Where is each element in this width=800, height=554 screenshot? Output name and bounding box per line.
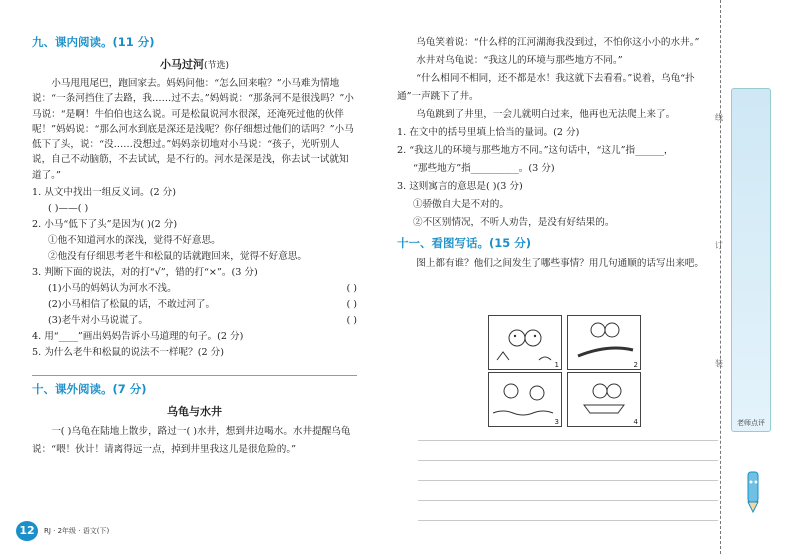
picture-panel xyxy=(567,372,641,427)
story-paragraph: 乌龟笑着说：“什么样的江河湖海我没到过，不怕你这小小的水井。” xyxy=(416,37,700,48)
writing-line[interactable] xyxy=(418,520,718,521)
left-column xyxy=(32,34,357,459)
question-3-item-text: (3)老牛对小马说谎了。 xyxy=(48,315,148,327)
question-5: 5. 为什么老牛和松鼠的说法不一样呢？(2 分) xyxy=(32,347,224,359)
right-column xyxy=(397,34,715,273)
writing-line[interactable] xyxy=(418,500,718,501)
question-2-option-1: ①他不知道河水的深浅，觉得不好意思。 xyxy=(48,235,221,247)
picture-panel xyxy=(567,315,641,370)
answer-paren[interactable]: ( ) xyxy=(346,283,357,295)
binding-label: 装 xyxy=(715,359,723,368)
picture-number: 2 xyxy=(633,361,638,369)
birds-log-illustration-icon xyxy=(568,316,640,369)
right-question-2a: 2. “我这儿的环境与那些地方不同。”这句话中，“这儿”指______， xyxy=(397,145,674,156)
page-number-badge: 12 xyxy=(16,521,38,541)
story-paragraph: 水井对乌龟说：“我这儿的环境与那些地方不同。” xyxy=(416,55,623,66)
picture-panel xyxy=(488,372,562,427)
passage-1-note: (节选) xyxy=(203,61,230,71)
section-11-prompt: 图上都有谁？他们之间发生了哪些事情？用几句通顺的话写出来吧。 xyxy=(416,258,704,269)
question-2: 2. 小马“低下了头”是因为( )(2 分) xyxy=(32,219,178,231)
question-3-item xyxy=(32,313,357,329)
passage-2-paragraph: 一( )乌龟在陆地上散步，路过一( )水井，想到井边喝水。水井提醒乌龟说：“喂！伙计！请离得远一点，掉到井里我这儿是很危险的。” xyxy=(32,426,351,456)
picture-number: 3 xyxy=(554,418,559,426)
story-paragraph: 乌龟跳到了井里，一会儿就明白过来，他再也无法爬上来了。 xyxy=(416,109,676,120)
birds-boat-illustration-icon xyxy=(568,373,640,426)
question-3-item xyxy=(32,281,357,297)
answer-line[interactable] xyxy=(32,375,357,376)
answer-paren[interactable]: ( ) xyxy=(346,315,357,327)
section-11-title: 十一、看图写话。(15 分) xyxy=(397,236,532,250)
question-3-item-text: (2)小马相信了松鼠的话，不敢过河了。 xyxy=(48,299,216,311)
question-1-blank[interactable]: ( )——( ) xyxy=(48,203,89,215)
passage-1-title-text: 小马过河 xyxy=(159,58,204,71)
question-3-item-text: (1)小马的妈妈认为河水不浅。 xyxy=(48,283,177,295)
right-question-3-option-1: ①骄傲自大是不对的。 xyxy=(413,199,509,210)
picture-number: 4 xyxy=(633,418,638,426)
writing-line[interactable] xyxy=(418,460,718,461)
passage-1-paragraph: 小马甩甩尾巴，跑回家去。妈妈问他：“怎么回来啦？”小马难为情地说：“一条河挡住了去路，我……过不去。”妈妈说：“那条河不是很浅吗？”小马说：“是啊！牛伯伯也这么说。可是松鼠说河水很深，还淹死过他的伙伴呢！”妈妈说：“那么河水到底是深还是浅呢？你仔细想过他们的话吗？”小马低下了头，说：“没……没想过。”妈妈亲切地对小马说：“孩子，光听别人说，自己不动脑筋，不去试试，是不行的。河水是深是浅，你去试一试就知道了。” xyxy=(32,78,354,181)
story-paragraph: “什么相同不相同，还不都是水！我这就下去看看。”说着，乌龟“扑通”一声跳下了井。 xyxy=(397,73,695,102)
birds-illustration-icon xyxy=(489,316,561,369)
right-question-1: 1. 在文中的括号里填上恰当的量词。(2 分) xyxy=(397,127,580,138)
passage-1-title xyxy=(32,56,357,72)
footer-text: RJ · 2年级 · 语文(下) xyxy=(44,527,110,535)
answer-paren[interactable]: ( ) xyxy=(346,299,357,311)
section-9-title: 九、课内阅读。(11 分) xyxy=(32,35,155,49)
passage-2-title: 乌龟与水井 xyxy=(167,405,222,419)
teacher-comment-box[interactable] xyxy=(731,88,771,432)
section-10-title: 十、课外阅读。(7 分) xyxy=(32,382,147,397)
birds-water-illustration-icon xyxy=(489,373,561,426)
writing-line[interactable] xyxy=(418,440,718,441)
picture-number: 1 xyxy=(554,361,559,369)
right-question-3-option-2: ②不区别情况，不听人劝告，是没有好结果的。 xyxy=(413,217,615,228)
right-question-3: 3. 这则寓言的意思是( )(3 分) xyxy=(397,181,523,192)
question-1: 1. 从文中找出一组反义词。(2 分) xyxy=(32,187,176,199)
question-3: 3. 判断下面的说法，对的打“√”，错的打“×”。(3 分) xyxy=(32,267,258,279)
binding-label: 订 xyxy=(715,241,723,250)
binding-label: 线 xyxy=(715,113,723,122)
right-question-2b: “那些地方”指__________。(3 分) xyxy=(413,163,555,174)
question-2-option-2: ②他没有仔细思考老牛和松鼠的话就跑回来，觉得不好意思。 xyxy=(48,251,308,263)
teacher-comment-label: 老师点评 xyxy=(737,419,765,427)
picture-panel xyxy=(488,315,562,370)
question-3-item xyxy=(32,297,357,313)
writing-line[interactable] xyxy=(418,480,718,481)
pencil-mascot-icon xyxy=(738,468,768,518)
binding-dashed-line xyxy=(720,0,721,554)
question-4: 4. 用“____”画出妈妈告诉小马道理的句子。(2 分) xyxy=(32,331,244,343)
